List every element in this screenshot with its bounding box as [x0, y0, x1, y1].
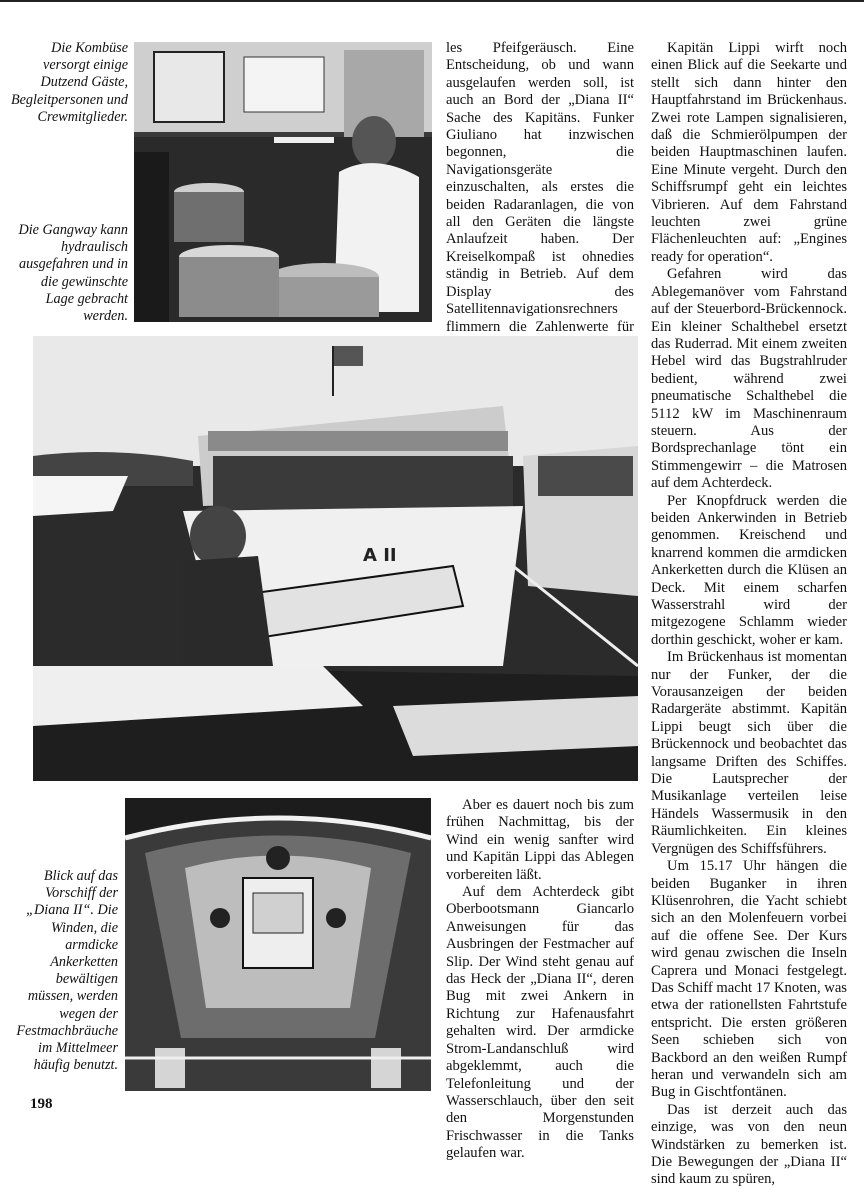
paragraph: Das ist derzeit auch das einzige, was von den neun Windstärken zu bemerken ist. Die Bewegungen der „Diana II“ sind kaum zu spüren, [651, 1101, 847, 1188]
paragraph: Auf dem Achterdeck gibt Oberbootsmann Giancarlo Anweisungen für das Ausbringen der Festmacher auf Slip. Der Wind steht genau auf das Heck der „Diana II“, deren Bug mit zwei Ankern in Richtung zur Hafenausfahrt gehalten wird. Der armdicke Strom-Landanschluß wird abgeklemmt, auch die Telefonleitung und der Wasserschlauch, über den seit den Morgenstunden Frischwasser in die Tanks gelaufen war. [446, 884, 634, 1162]
caption-kitchen: Die Kombüse versorgt einige Dutzend Gäste, Begleitpersonen und Crewmitglieder. [10, 40, 128, 125]
top-rule [0, 0, 864, 2]
paragraph: Kapitän Lippi wirft noch einen Blick auf die Seekarte und stellt sich dann hinter den Hauptfahrstand im Brückenhaus. Zwei rote Lampen signalisieren, daß die Schmierölpumpen der beiden Hauptmaschinen laufen. Eine Minute vergeht. Durch den Schiffsrumpf geht ein leichtes Vibrieren. Auf dem Fahrstand leuchten zwei grüne Flächenleuchten auf: „Engines ready for operation“. [651, 40, 847, 265]
stern-gangway-photo [33, 336, 638, 781]
paragraph: Per Knopfdruck werden die beiden Ankerwinden in Betrieb genommen. Kreischend und knarrend kommen die armdicken Ankerketten durch die Klüsen an Deck. Mit einem scharfen Wasserstrahl wird der mitgezogene Schlamm wieder dorthin geschickt, woher er kam. [651, 492, 847, 648]
paragraph: Aber es dauert noch bis zum frühen Nachmittag, bis der Wind ein wenig sanfter wird und Kapitän Lippi das Ablegen vorbereiten läßt. [446, 797, 634, 883]
page-number: 198 [30, 1096, 53, 1112]
text-column-right [651, 40, 847, 1189]
paragraph: Um 15.17 Uhr hängen die beiden Buganker in ihren Klüsenrohren, die Yacht schiebt sich an den Molenfeuern vorbei auf die offene See. Der Kurs wird genau zwischen die Inseln Caprera und Monaci festgelegt. Das Schiff macht 17 Knoten, was etwa der rationellsten Fahrtstufe entspricht. Die ersten größeren Seen schieben sich von Backbord an den weißen Rumpf heran und verwandeln sich am Bug in Gischtfontänen. [651, 858, 847, 1101]
foredeck-photo [125, 798, 431, 1091]
text-column-middle-bottom [446, 797, 634, 1163]
paragraph: Gefahren wird das Ablegemanöver vom Fahrstand auf der Steuerbord-Brückennock. Ein kleiner Schalthebel ersetzt das Ruderrad. Mit einem zweiten Hebel wird das Bugstrahlruder bedient, während zwei pneumatische Schalthebel die 5112 kW im Maschinenraum steuern. Aus der Bordsprechanlage tönt ein Stimmengewirr – die Matrosen auf dem Achterdeck. [651, 266, 847, 492]
galley-photo [134, 42, 432, 322]
paragraph: Im Brückenhaus ist momentan nur der Funker, der die Vorausanzeigen der beiden Radargeräte abstimmt. Kapitän Lippi beugt sich über die Brückennock und beobachtet das langsame Driften des Schiffes. Die Lautsprecher der Musikanlage verteilen leise Händels Wassermusik in den Räumlichkeiten. Ein kleines Vergnügen des Schiffsführers. [651, 649, 847, 857]
caption-gangway: Die Gangway kann hydraulisch ausgefahren und in die gewünschte Lage gebracht werden. [18, 222, 128, 325]
caption-foredeck: Blick auf das Vorschiff der „Diana II“. Die Winden, die armdicke Ankerketten bewältigen müssen, werden wegen der Festmachbräuche im Mittelmeer häufig benutzt. [16, 868, 118, 1074]
paragraph: les Pfeifgeräusch. Eine Entscheidung, ob und wann ausgelaufen werden soll, ist auch an Bord der „Diana II“ Sache des Kapitäns. Funker Giuliano hat inzwischen begonnen, die Navigationsgeräte einzuschalten, als erstes die beiden Radaranlagen, die von all den Geräten die längste Anlaufzeit haben. Der Kreiselkompaß ist ohnedies ständig in Betrieb. Auf dem Display des Satellitennavigationsrechners flimmern die Zahlenwerte für [446, 40, 634, 335]
yacht-name-label: A II [363, 545, 397, 566]
